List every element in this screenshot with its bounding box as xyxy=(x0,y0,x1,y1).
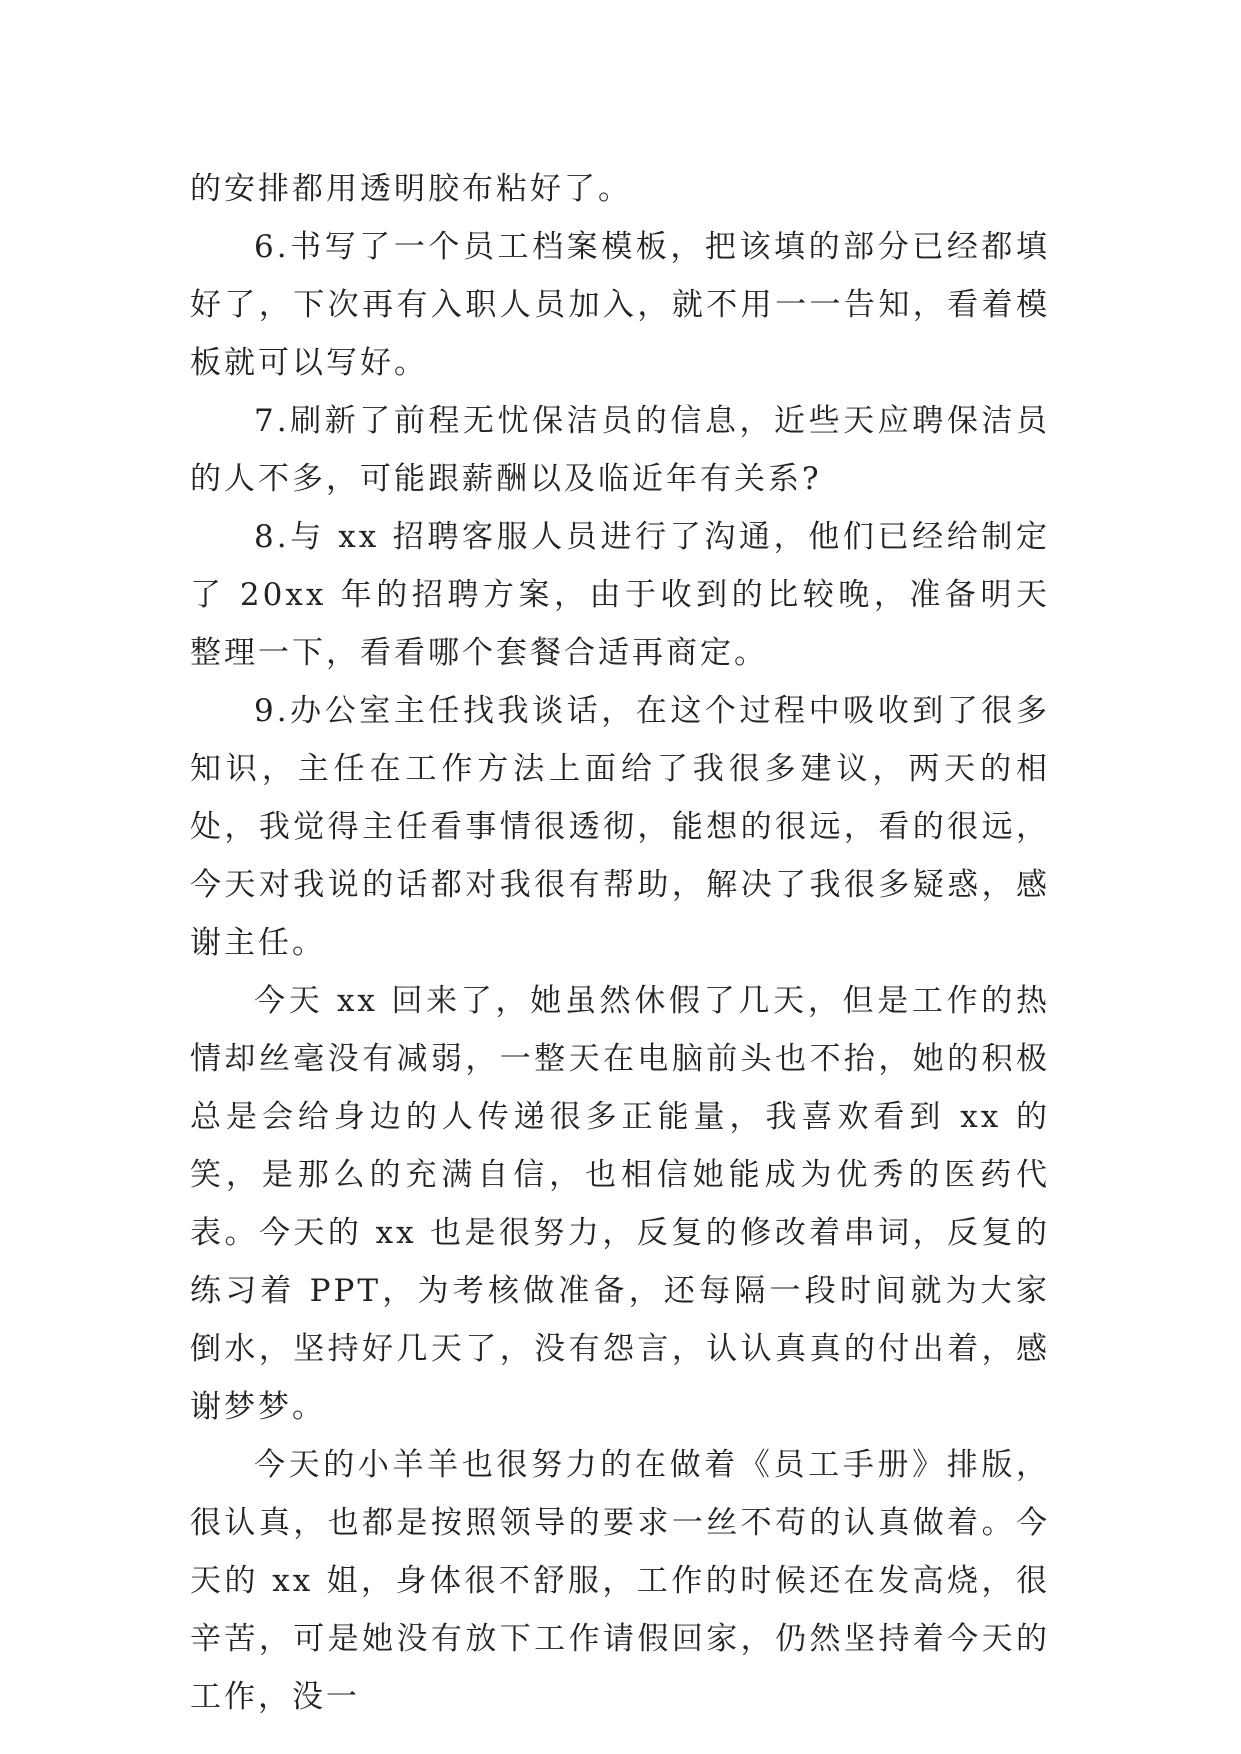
paragraph-item-8: 8.与 xx 招聘客服人员进行了沟通，他们已经给制定了 20xx 年的招聘方案，由于收到的比较晚，准备明天整理一下，看看哪个套餐合适再商定。 xyxy=(190,519,1050,671)
paragraph-item-9: 9.办公室主任找我谈话，在这个过程中吸收到了很多知识，主任在工作方法上面给了我很多建议，两天的相处，我觉得主任看事情很透彻，能想的很远，看的很远，今天对我说的话都对我很有帮助，解决了我很多疑惑，感谢主任。 xyxy=(190,693,1050,961)
paragraph-xiaoyangyang: 今天的小羊羊也很努力的在做着《员工手册》排版，很认真，也都是按照领导的要求一丝不苟的认真做着。今天的 xx 姐，身体很不舒服，工作的时候还在发高烧，很辛苦，可是她没有放下工作请假回家，仍然坚持着今天的工作，没一 xyxy=(190,1447,1050,1715)
paragraph-continuation: 的安排都用透明胶布粘好了。 xyxy=(190,171,632,207)
paragraph-item-7: 7.刷新了前程无忧保洁员的信息，近些天应聘保洁员的人不多，可能跟薪酬以及临近年有关系? xyxy=(190,403,1050,497)
paragraph-item-6: 6.书写了一个员工档案模板，把该填的部分已经都填好了，下次再有入职人员加入，就不用一一告知，看着模板就可以写好。 xyxy=(190,229,1050,381)
paragraph-xx-returned: 今天 xx 回来了，她虽然休假了几天，但是工作的热情却丝毫没有减弱，一整天在电脑前头也不抬，她的积极总是会给身边的人传递很多正能量，我喜欢看到 xx 的笑，是那么的充满自信，也相信她能成为优秀的医药代表。今天的 xx 也是很努力，反复的修改着串词，反复的练习着 PPT，为考核做准备，还每隔一段时间就为大家倒水，坚持好几天了，没有怨言，认认真真的付出着，感谢梦梦。 xyxy=(190,983,1050,1425)
document-page xyxy=(190,160,1050,1726)
